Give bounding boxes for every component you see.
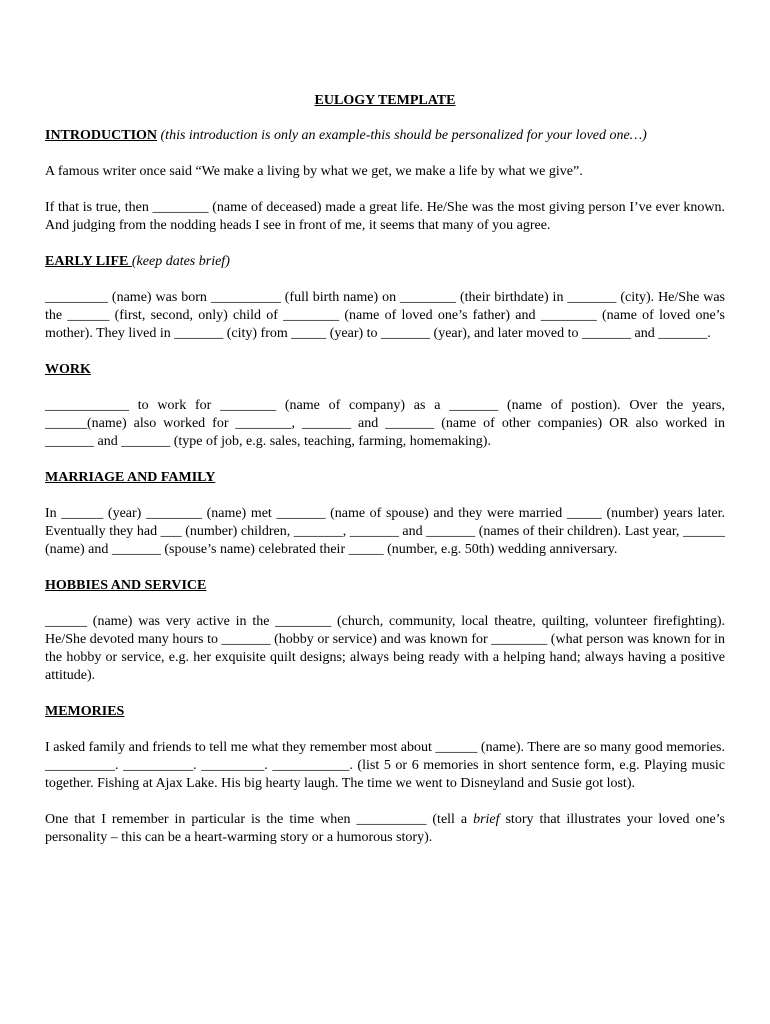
early-life-heading-label: EARLY LIFE [45,254,132,269]
memories-heading-label: MEMORIES [45,704,125,719]
introduction-heading [45,127,725,145]
work-paragraph: ____________ to work for ________ (name of company) as a _______ (name of postion). Over the years, ______(name) also worked for ________, _______ and _______ (name of other companies) OR also worked in _______ and _______ (type of job, e.g. sales, teaching, farming, homemaking). [45,398,725,449]
work-heading [45,361,725,379]
marriage-paragraph: In ______ (year) ________ (name) met _______ (name of spouse) and they were married _____ (number) years later. Eventually they had ___ (number) children, _______, _______ and _______ (names of their children). Last year, ______ (name) and _______ (spouse’s name) celebrated their _____ (number, e.g. 50th) wedding anniversary. [45,506,725,557]
early-life-heading [45,253,725,271]
introduction-paragraph-2: If that is true, then ________ (name of deceased) made a great life. He/She was the most giving person I’ve ever known. And judging from the nodding heads I see in front of me, it seems that many of you agree. [45,200,725,233]
introduction-heading-note: (this introduction is only an example-this should be personalized for your loved one…) [157,128,647,143]
introduction-heading-label: INTRODUCTION [45,128,158,143]
memories-paragraph-2 [45,811,725,847]
memories-p2-emphasis: brief [473,812,500,827]
memories-heading [45,703,725,721]
hobbies-heading [45,577,725,595]
memories-p2-after: story that illustrates your loved one’s personality – this can be a heart-warming story or a humorous story). [45,812,726,845]
marriage-heading-label: MARRIAGE AND FAMILY [45,470,216,485]
hobbies-paragraph: ______ (name) was very active in the ________ (church, community, local theatre, quilting, volunteer firefighting). He/She devoted many hours to _______ (hobby or service) and was known for ________ (what person was known for in the hobby or service, e.g. her exquisite quilt designs; always being ready with a helping hand; always having a positive attitude). [45,614,725,683]
memories-p2-before: One that I remember in particular is the time when __________ (tell a [45,812,474,827]
memories-paragraph-1: I asked family and friends to tell me what they remember most about ______ (name). There are so many good memories. __________. __________. _________. ___________. (list 5 or 6 memories in short sentence form, e.g. Playing music together. Fishing at Ajax Lake. His big hearty laugh. The time we went to Disneyland and Susie got lost). [45,740,725,791]
marriage-heading [45,469,725,487]
document-title: EULOGY TEMPLATE [314,93,456,108]
document-page [45,92,725,865]
work-heading-label: WORK [45,362,91,377]
early-life-heading-note: (keep dates brief) [131,254,230,269]
hobbies-heading-label: HOBBIES AND SERVICE [45,578,207,593]
early-life-paragraph: _________ (name) was born __________ (full birth name) on ________ (their birthdate) in _______ (city). He/She was the ______ (first, second, only) child of ________ (name of loved one’s father) and ________ (name of loved one’s mother). They lived in _______ (city) from _____ (year) to _______ (year), and later moved to _______ and _______. [45,290,725,341]
introduction-paragraph-1: A famous writer once said “We make a living by what we get, we make a life by what we give”. [45,164,583,179]
